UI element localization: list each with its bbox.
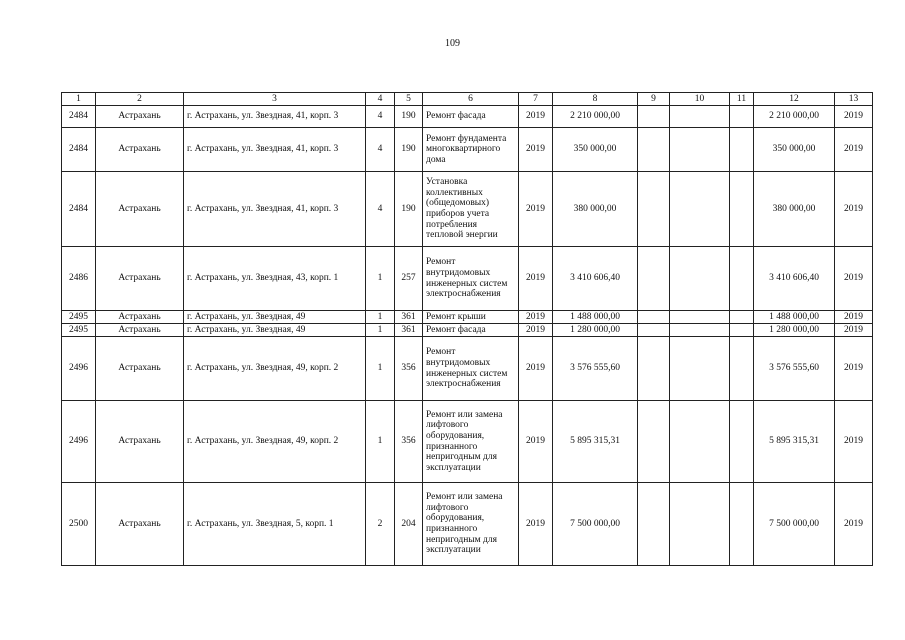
cell-col9 (638, 483, 670, 566)
cell-col10 (670, 337, 730, 401)
cell-col10 (670, 128, 730, 172)
cell-end-year: 2019 (835, 401, 873, 483)
cell-col11 (730, 172, 754, 247)
cell-work-type: Ремонт или замена лифтового оборудования, признанного непригодным для эксплуатации (423, 483, 519, 566)
cell-total: 2 210 000,00 (754, 106, 835, 128)
cell-end-year: 2019 (835, 337, 873, 401)
cell-col10 (670, 311, 730, 324)
column-header: 2 (96, 93, 184, 106)
cell-city: Астрахань (96, 311, 184, 324)
cell-col10 (670, 401, 730, 483)
table-row (62, 172, 873, 247)
cell-year: 2019 (519, 324, 553, 337)
cell-amount: 3 410 606,40 (553, 247, 638, 311)
table-body (62, 106, 873, 566)
column-header: 1 (62, 93, 96, 106)
cell-year: 2019 (519, 172, 553, 247)
cell-city: Астрахань (96, 172, 184, 247)
cell-city: Астрахань (96, 128, 184, 172)
column-header: 6 (423, 93, 519, 106)
cell-col5: 257 (395, 247, 423, 311)
cell-total: 350 000,00 (754, 128, 835, 172)
cell-city: Астрахань (96, 106, 184, 128)
cell-city: Астрахань (96, 247, 184, 311)
table-row (62, 401, 873, 483)
cell-address: г. Астрахань, ул. Звездная, 49 (184, 324, 366, 337)
cell-col4: 1 (366, 247, 395, 311)
cell-year: 2019 (519, 311, 553, 324)
cell-id: 2486 (62, 247, 96, 311)
column-header: 13 (835, 93, 873, 106)
cell-address: г. Астрахань, ул. Звездная, 49 (184, 311, 366, 324)
column-header: 10 (670, 93, 730, 106)
cell-col9 (638, 247, 670, 311)
table-row (62, 483, 873, 566)
cell-col10 (670, 483, 730, 566)
column-header: 3 (184, 93, 366, 106)
cell-amount: 350 000,00 (553, 128, 638, 172)
cell-id: 2484 (62, 172, 96, 247)
cell-col4: 1 (366, 401, 395, 483)
table-row (62, 311, 873, 324)
cell-col4: 4 (366, 128, 395, 172)
cell-col11 (730, 337, 754, 401)
cell-col9 (638, 106, 670, 128)
cell-work-type: Ремонт фундамента многоквартирного дома (423, 128, 519, 172)
cell-id: 2496 (62, 401, 96, 483)
cell-end-year: 2019 (835, 311, 873, 324)
cell-col4: 4 (366, 106, 395, 128)
cell-col11 (730, 311, 754, 324)
cell-city: Астрахань (96, 401, 184, 483)
cell-end-year: 2019 (835, 324, 873, 337)
cell-col4: 2 (366, 483, 395, 566)
cell-id: 2484 (62, 106, 96, 128)
cell-col5: 190 (395, 172, 423, 247)
cell-col4: 1 (366, 324, 395, 337)
page-number: 109 (445, 38, 460, 49)
table-header (62, 93, 873, 106)
repair-registry-table (61, 92, 873, 566)
cell-col5: 356 (395, 337, 423, 401)
column-header: 8 (553, 93, 638, 106)
cell-id: 2484 (62, 128, 96, 172)
cell-col5: 361 (395, 311, 423, 324)
cell-col9 (638, 401, 670, 483)
cell-col5: 190 (395, 128, 423, 172)
cell-year: 2019 (519, 337, 553, 401)
cell-total: 1 280 000,00 (754, 324, 835, 337)
cell-col11 (730, 401, 754, 483)
cell-year: 2019 (519, 247, 553, 311)
cell-address: г. Астрахань, ул. Звездная, 41, корп. 3 (184, 172, 366, 247)
cell-total: 7 500 000,00 (754, 483, 835, 566)
cell-col11 (730, 483, 754, 566)
cell-amount: 2 210 000,00 (553, 106, 638, 128)
cell-work-type: Ремонт внутридомовых инженерных систем электроснабжения (423, 337, 519, 401)
cell-work-type: Ремонт крыши (423, 311, 519, 324)
cell-address: г. Астрахань, ул. Звездная, 43, корп. 1 (184, 247, 366, 311)
cell-end-year: 2019 (835, 172, 873, 247)
cell-col9 (638, 337, 670, 401)
cell-amount: 3 576 555,60 (553, 337, 638, 401)
column-header: 9 (638, 93, 670, 106)
cell-total: 3 576 555,60 (754, 337, 835, 401)
column-header: 11 (730, 93, 754, 106)
cell-total: 1 488 000,00 (754, 311, 835, 324)
column-number-row (62, 93, 873, 106)
cell-end-year: 2019 (835, 247, 873, 311)
cell-col4: 4 (366, 172, 395, 247)
cell-year: 2019 (519, 106, 553, 128)
column-header: 4 (366, 93, 395, 106)
cell-col9 (638, 324, 670, 337)
cell-col5: 361 (395, 324, 423, 337)
column-header: 5 (395, 93, 423, 106)
table-row (62, 106, 873, 128)
cell-col11 (730, 324, 754, 337)
cell-col11 (730, 128, 754, 172)
cell-col10 (670, 172, 730, 247)
column-header: 7 (519, 93, 553, 106)
cell-end-year: 2019 (835, 128, 873, 172)
cell-col9 (638, 311, 670, 324)
cell-amount: 1 280 000,00 (553, 324, 638, 337)
cell-col5: 356 (395, 401, 423, 483)
cell-col11 (730, 106, 754, 128)
cell-address: г. Астрахань, ул. Звездная, 5, корп. 1 (184, 483, 366, 566)
cell-col5: 204 (395, 483, 423, 566)
cell-id: 2500 (62, 483, 96, 566)
cell-amount: 1 488 000,00 (553, 311, 638, 324)
cell-work-type: Ремонт фасада (423, 106, 519, 128)
cell-city: Астрахань (96, 324, 184, 337)
cell-end-year: 2019 (835, 106, 873, 128)
cell-col4: 1 (366, 311, 395, 324)
cell-col10 (670, 106, 730, 128)
cell-city: Астрахань (96, 483, 184, 566)
cell-id: 2495 (62, 324, 96, 337)
cell-work-type: Установка коллективных (общедомовых) приборов учета потребления тепловой энергии (423, 172, 519, 247)
table-row (62, 128, 873, 172)
table-row (62, 247, 873, 311)
cell-amount: 380 000,00 (553, 172, 638, 247)
cell-year: 2019 (519, 128, 553, 172)
column-header: 12 (754, 93, 835, 106)
cell-work-type: Ремонт внутридомовых инженерных систем электроснабжения (423, 247, 519, 311)
cell-id: 2496 (62, 337, 96, 401)
table-row (62, 324, 873, 337)
cell-id: 2495 (62, 311, 96, 324)
cell-col9 (638, 128, 670, 172)
cell-col11 (730, 247, 754, 311)
cell-total: 380 000,00 (754, 172, 835, 247)
cell-col5: 190 (395, 106, 423, 128)
cell-col10 (670, 324, 730, 337)
table-row (62, 337, 873, 401)
cell-amount: 7 500 000,00 (553, 483, 638, 566)
cell-col4: 1 (366, 337, 395, 401)
cell-city: Астрахань (96, 337, 184, 401)
cell-total: 3 410 606,40 (754, 247, 835, 311)
cell-amount: 5 895 315,31 (553, 401, 638, 483)
cell-work-type: Ремонт фасада (423, 324, 519, 337)
cell-total: 5 895 315,31 (754, 401, 835, 483)
cell-address: г. Астрахань, ул. Звездная, 41, корп. 3 (184, 128, 366, 172)
cell-col9 (638, 172, 670, 247)
cell-work-type: Ремонт или замена лифтового оборудования, признанного непригодным для эксплуатации (423, 401, 519, 483)
cell-col10 (670, 247, 730, 311)
cell-end-year: 2019 (835, 483, 873, 566)
cell-year: 2019 (519, 483, 553, 566)
cell-address: г. Астрахань, ул. Звездная, 41, корп. 3 (184, 106, 366, 128)
cell-year: 2019 (519, 401, 553, 483)
cell-address: г. Астрахань, ул. Звездная, 49, корп. 2 (184, 337, 366, 401)
cell-address: г. Астрахань, ул. Звездная, 49, корп. 2 (184, 401, 366, 483)
